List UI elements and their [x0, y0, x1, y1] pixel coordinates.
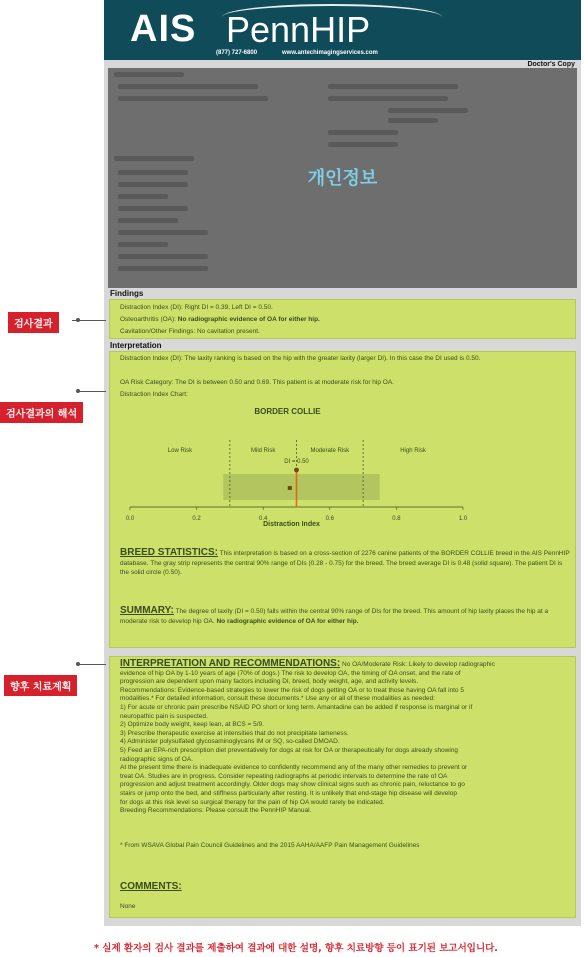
phone-number: (877) 727-6800: [216, 50, 258, 56]
patient-di-point: [294, 468, 299, 473]
interp-chart-label: Distraction Index Chart:: [120, 391, 188, 398]
breed-range-strip: [223, 474, 380, 500]
interp-di-text: Distraction Index (DI): The laxity ranking is based on the hip with the greater laxity (larger DI). In this case the DI used is 0.50.: [120, 355, 481, 362]
recommendation-line: 5) Feed an EPA-rich prescription diet preventatively for dogs at risk for OA or therapeutically for dogs already showing: [120, 746, 459, 754]
x-tick-label: 0.8: [392, 516, 401, 522]
breed-statistics: [120, 548, 570, 578]
callout-interpretation: 검사결과의 해석: [0, 402, 83, 423]
summary-bold: No radiographic evidence of OA for either hip.: [216, 617, 359, 625]
zone-label: Low Risk: [167, 448, 193, 454]
logo-ais: AIS: [130, 8, 197, 50]
breed-statistics-text: This interpretation is based on a cross-section of 2276 canine patients of the BORDER COLLIE breed in the AIS PennHIP database. The gray strip represents the central 90% range of DIs (0.28 - 0.75) for the breed. The breed average DI is 0.48 (solid square). The patient DI is the solid circle (0.50).: [120, 550, 570, 576]
summary-text: The degree of laxity (DI = 0.50) falls within the central 90% range of DIs for the breed. This amount of hip laxity places the hip at a moderate risk to develop hip OA.: [120, 608, 549, 625]
findings-title: Findings: [110, 289, 144, 298]
recommendation-line: stairs or jump onto the bed, and stiffness particularly after resting. It is unlikely that end-stage hip disease will develop: [120, 789, 457, 797]
x-tick-label: 0.6: [325, 516, 334, 522]
interp-oa-risk: OA Risk Category: The DI is between 0.50 and 0.69. This patient is at moderate risk for hip OA.: [120, 379, 394, 386]
recommendations-box: [109, 656, 576, 918]
summary-heading: SUMMARY:: [120, 605, 174, 616]
zone-label: Moderate Risk: [310, 448, 350, 454]
recommendations-heading: INTERPRETATION AND RECOMMENDATIONS:: [120, 658, 341, 669]
logo-pennhip: PennHIP: [226, 9, 371, 50]
redacted-personal-info: [108, 68, 577, 288]
recommendation-line: radiographic signs of OA.: [120, 755, 193, 763]
findings-oa-label: Osteoarthritis (OA):: [120, 316, 178, 323]
private-info-label: 개인정보: [307, 168, 378, 189]
patient-di-label: DI = 0.50: [284, 459, 309, 465]
chart-title: BORDER COLLIE: [254, 407, 321, 416]
x-axis-label: Distraction Index: [263, 521, 320, 528]
findings-box: [109, 299, 576, 339]
callout-interpretation-leader: [78, 391, 106, 392]
recommendation-line: modalities.* For detailed information, consult these documents.* Use any or all of these modalities as needed:: [120, 695, 436, 703]
findings-di: Distraction Index (DI): Right DI = 0.39, Left DI = 0.50.: [120, 304, 273, 311]
callout-results: 검사결과: [8, 312, 59, 333]
x-tick-label: 1.0: [458, 516, 468, 522]
zone-label: Mild Risk: [251, 448, 276, 454]
comments-text: None: [120, 903, 136, 910]
recommendation-line: At the present time there is inadequate evidence to confidently recommend any of the many other remedies to prevent or: [120, 764, 468, 772]
recommendation-line: neuropathic pain is suspected.: [120, 712, 208, 720]
x-tick-label: 0.4: [259, 516, 268, 522]
recommendation-line: progression are dependent upon many factors including DI, breed, body weight, age, and activity levels.: [120, 678, 419, 686]
recommendations-body: [120, 660, 572, 816]
callout-treatment-leader: [78, 664, 106, 665]
recommendations-footnote: * From WSAVA Global Pain Council Guidelines and the 2015 AAHA/AAFP Pain Management Guidelines: [120, 842, 420, 849]
recommendation-line: No OA/Moderate Risk: Likely to develop radiographic: [342, 661, 495, 668]
recommendation-line: Breeding Recommendations: Please consult the PennHIP Manual.: [120, 807, 312, 815]
report-header: [104, 0, 581, 60]
copy-label: Doctor's Copy: [527, 61, 575, 68]
breed-statistics-heading: BREED STATISTICS:: [120, 547, 218, 558]
callout-results-dot: [76, 318, 80, 322]
recommendation-line: Recommendations: Evidence-based strategies to lower the risk of dogs getting OA or to treat those having OA fall into 5: [120, 686, 464, 694]
recommendation-line: 1) For acute or chronic pain prescribe NSAID PO short or long term. Amantadine can be added if response is marginal or if: [120, 703, 473, 711]
comments-heading: COMMENTS:: [120, 881, 182, 892]
callout-treatment-dot: [76, 662, 80, 666]
recommendation-line: 4) Administer polysulfated glycosaminoglycans IM or SQ, so-called DMOAD.: [120, 738, 340, 746]
summary: [120, 606, 570, 626]
findings-cavitation: Cavitation/Other Findings: No cavitation present.: [120, 328, 260, 335]
x-tick-label: 0.2: [192, 516, 201, 522]
pennhip-report: [104, 0, 581, 926]
distraction-index-chart: [110, 400, 577, 540]
interpretation-box: [109, 351, 576, 648]
recommendation-line: 2) Optimize body weight, keep lean, at BCS = 5/9.: [120, 721, 264, 729]
bottom-note: * 실제 환자의 검사 결과를 제출하여 결과에 대한 설명, 향후 치료방향 등이 표기된 보고서입니다.: [94, 943, 498, 954]
findings-oa-value: No radiographic evidence of OA for either hip.: [177, 316, 320, 323]
website-link[interactable]: www.antechimagingservices.com: [282, 50, 378, 56]
recommendation-line: for dogs at this risk level so surgical therapy for the pain of hip OA would rarely be indicated.: [120, 798, 385, 806]
findings-oa: [120, 314, 565, 326]
recommendation-line: evidence of hip OA by 1-10 years of age (70% of dogs.) The risk to develop OA, the timing of OA onset, and the rate of: [120, 669, 461, 677]
recommendation-line: treat OA. Studies are in progress. Consider repeating radiographs at periodic intervals to determine the rate of OA: [120, 772, 448, 780]
recommendation-line: 3) Prescribe therapeutic exercise at intensities that do not precipitate lameness.: [120, 729, 349, 737]
interpretation-title: Interpretation: [110, 341, 162, 350]
callout-interpretation-dot: [76, 389, 80, 393]
breed-average-marker: [288, 486, 292, 490]
recommendation-line: progression and adjust treatment accordingly. Older dogs may show clinical signs such as chronic pain, reluctance to go: [120, 781, 465, 789]
zone-label: High Risk: [400, 448, 426, 454]
callout-treatment: 향후 치료계획: [4, 675, 77, 696]
x-tick-label: 0.0: [125, 516, 135, 522]
